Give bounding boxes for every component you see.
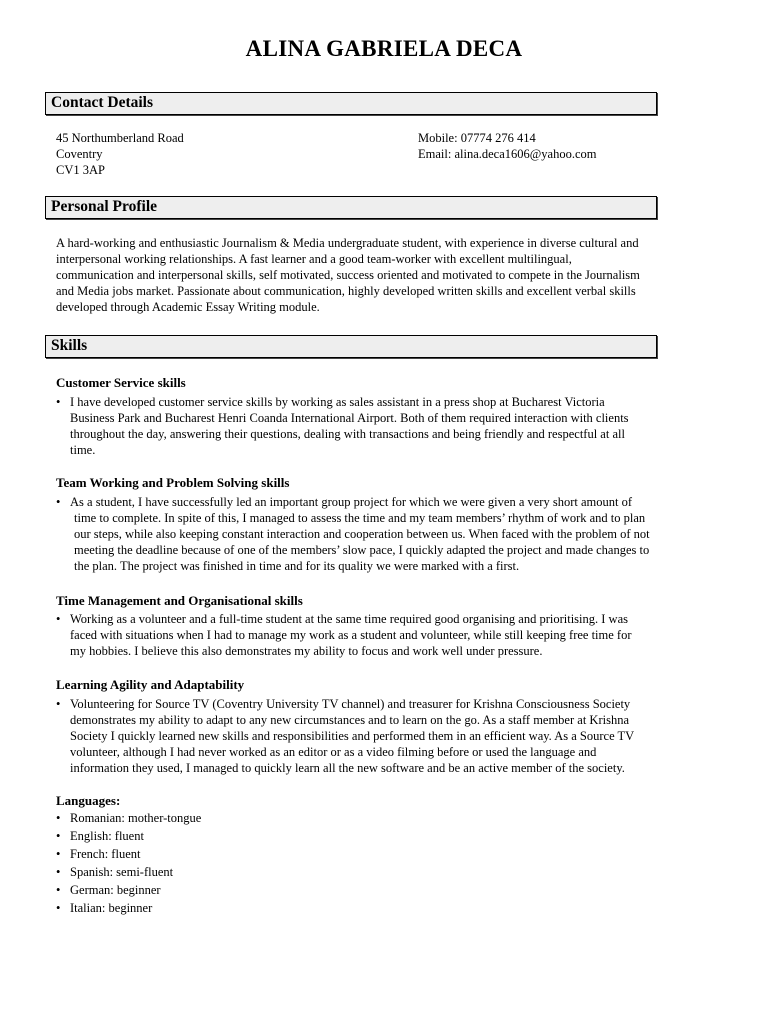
skill-line: Business Park and Bucharest Henri Coanda International Airport. Both of them required interaction with clients [70, 411, 629, 425]
skill-title-learning-agility: Learning Agility and Adaptability [56, 677, 245, 692]
bullet-icon: • [56, 612, 61, 626]
profile-line: developed through Academic Essay Writing module. [56, 300, 320, 314]
section-title-profile: Personal Profile [51, 198, 158, 215]
language-text: French: fluent [70, 847, 141, 861]
bullet-icon: • [56, 829, 61, 843]
skill-line: my hobbies. I believe this also demonstrates my ability to focus and work well under pressure. [70, 644, 543, 658]
skill-line: time to complete. In spite of this, I managed to assess the time and my team members’ rhythm of work and to plan [74, 511, 646, 525]
skill-line: faced with situations when I had to manage my work as a student and volunteer, while still keeping free time for [70, 628, 632, 642]
address-line: 45 Northumberland Road [56, 131, 184, 145]
skill-line: our steps, while also keeping constant interaction and cooperation between us. When faced with the problem of not [74, 527, 650, 541]
skill-line: Volunteering for Source TV (Coventry University TV channel) and treasurer for Krishna Consciousness Society [70, 697, 631, 711]
profile-line: A hard-working and enthusiastic Journalism & Media undergraduate student, with experience in diverse cultural and [56, 236, 639, 250]
bullet-icon: • [56, 901, 61, 915]
skill-title-team-working: Team Working and Problem Solving skills [56, 475, 290, 490]
section-header-contact [45, 92, 657, 115]
language-text: Romanian: mother-tongue [70, 811, 202, 825]
section-header-profile [45, 196, 657, 219]
skill-line: time. [70, 443, 96, 457]
bullet-icon: • [56, 495, 61, 509]
mobile-number: Mobile: 07774 276 414 [418, 131, 536, 145]
bullet-icon: • [56, 883, 61, 897]
section-title-contact: Contact Details [51, 94, 154, 111]
language-text: English: fluent [70, 829, 144, 843]
skill-title-time-management: Time Management and Organisational skills [56, 593, 303, 608]
skill-line: throughout the day, answering their questions, dealing with transactions and being friendly and respectful at all [70, 427, 625, 441]
bullet-icon: • [56, 847, 61, 861]
profile-line: communication and interpersonal skills, self motivated, success oriented and motivated to compete in the Journalism [56, 268, 640, 282]
skill-text [70, 696, 634, 776]
address-line: Coventry [56, 147, 103, 161]
language-text: German: beginner [70, 883, 161, 897]
skill-line: information they used, I managed to quickly learn all the new software and be an active member of the society. [70, 761, 625, 775]
skill-line: the plan. The project was finished in time and for its quality we were marked with a first. [74, 559, 520, 573]
contact-phone-email [418, 130, 596, 162]
bullet-icon: • [56, 811, 61, 825]
skill-title-customer-service: Customer Service skills [56, 375, 186, 390]
bullet-icon: • [56, 395, 61, 409]
skill-text [70, 394, 629, 458]
skill-line: As a student, I have successfully led an important group project for which we were given a very short amount of [70, 495, 632, 509]
profile-line: interpersonal working relationships. A fast learner and a good team-worker with excellent multilingual, [56, 252, 572, 266]
email-address: Email: alina.deca1606@yahoo.com [418, 147, 597, 161]
languages-title: Languages: [56, 793, 121, 808]
skill-line: volunteer, although I had never worked as an editor or as a video filming before or used the language and [70, 745, 597, 759]
skill-line: Working as a volunteer and a full-time student at the same time required good organising and prioritising. I was [70, 612, 629, 626]
candidate-name: ALINA GABRIELA DECA [245, 36, 523, 61]
section-title-skills: Skills [51, 337, 88, 354]
skill-line: Society I quickly learned new skills and responsibilities and performed them in an efficient way. As a Source TV [70, 729, 635, 743]
skill-line: I have developed customer service skills by working as sales assistant in a press shop at Bucharest Victoria [70, 395, 605, 409]
address-line: CV1 3AP [56, 163, 105, 177]
language-text: Spanish: semi-fluent [70, 865, 174, 879]
skill-line: meeting the deadline because of one of the members’ slow pace, I quickly adapted the project and made changes to [74, 543, 650, 557]
bullet-icon: • [56, 865, 61, 879]
bullet-icon: • [56, 697, 61, 711]
skill-text [70, 611, 632, 659]
skill-text [70, 494, 650, 574]
profile-line: and Media jobs market. Passionate about communication, highly developed written skills and excellent verbal skills [56, 284, 636, 298]
profile-paragraph [56, 235, 706, 315]
section-header-skills [45, 335, 657, 358]
skill-line: demonstrates my ability to adapt to any new circumstances and to learn on the go. As a staff member at Krishna [70, 713, 629, 727]
language-text: Italian: beginner [70, 901, 153, 915]
contact-address [56, 130, 184, 178]
